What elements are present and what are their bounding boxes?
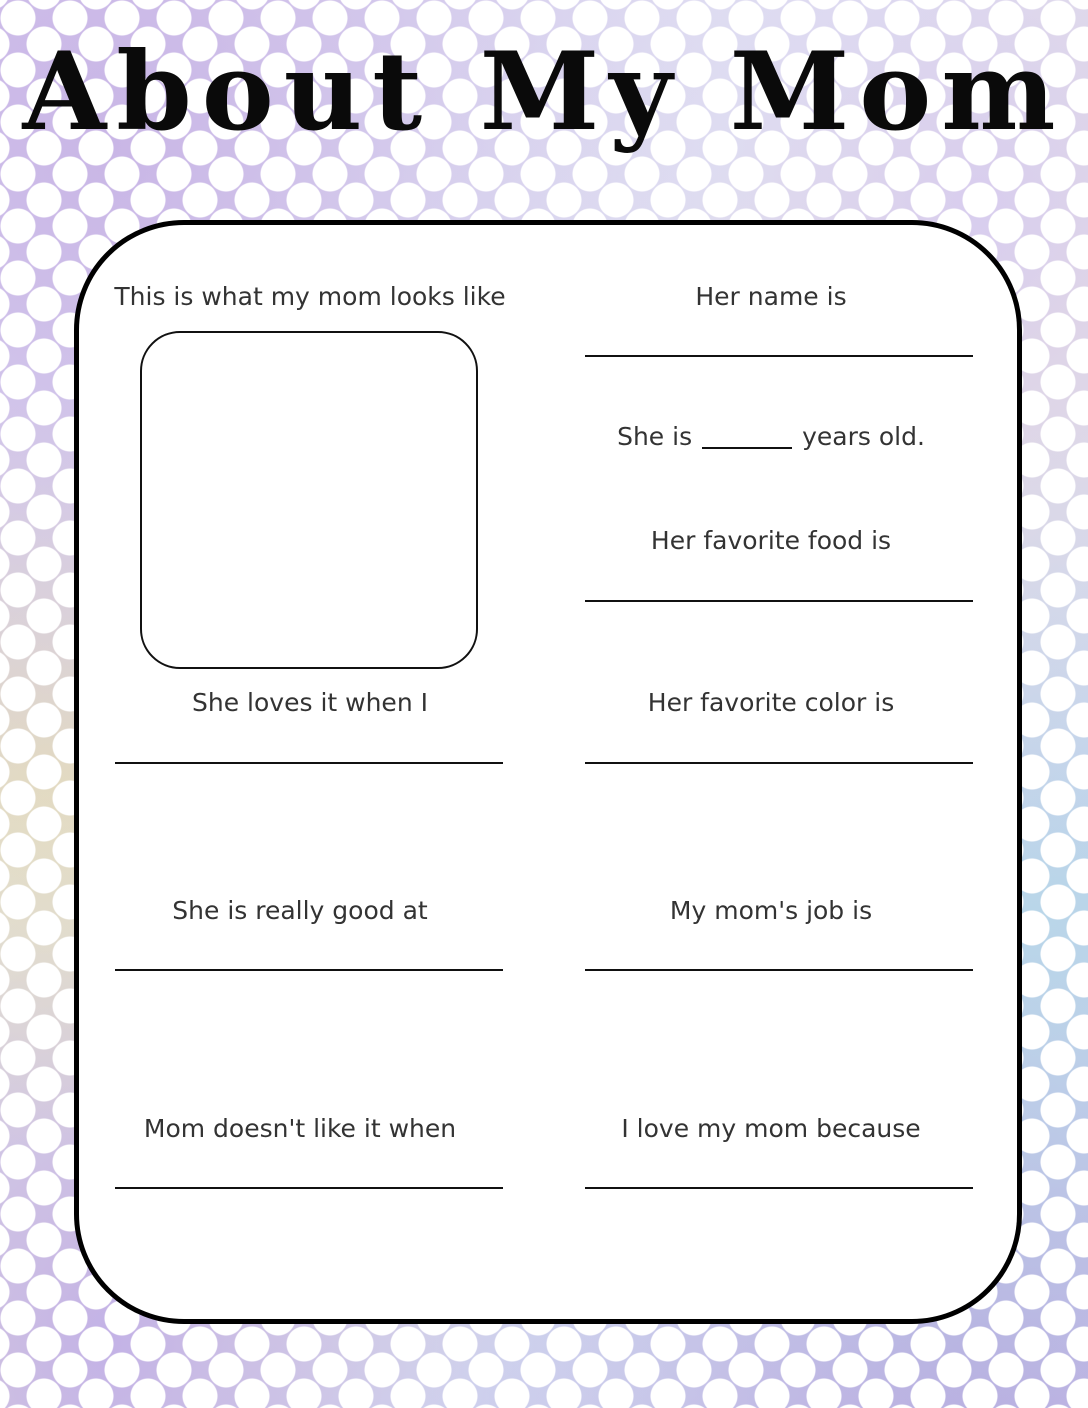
doesnt-like-label: Mom doesn't like it when <box>143 1114 457 1143</box>
job-answer-line[interactable] <box>585 969 973 971</box>
looks-like-label: This is what my mom looks like <box>114 282 506 311</box>
food-label: Her favorite food is <box>650 526 892 555</box>
age-after-text: years old. <box>802 422 925 451</box>
drawing-box[interactable] <box>140 331 478 669</box>
page-title: About My Mom <box>22 29 1066 155</box>
age-before-text: She is <box>617 422 693 451</box>
color-answer-line[interactable] <box>585 762 973 764</box>
loves-when-answer-line[interactable] <box>115 762 503 764</box>
good-at-answer-line[interactable] <box>115 969 503 971</box>
food-answer-line[interactable] <box>585 600 973 602</box>
color-label: Her favorite color is <box>647 688 895 717</box>
love-because-answer-line[interactable] <box>585 1187 973 1189</box>
doesnt-like-answer-line[interactable] <box>115 1187 503 1189</box>
name-answer-line[interactable] <box>585 355 973 357</box>
good-at-label: She is really good at <box>172 896 428 925</box>
loves-when-label: She loves it when I <box>192 688 428 717</box>
love-because-label: I love my mom because <box>621 1114 921 1143</box>
age-blank-line[interactable] <box>702 447 792 449</box>
name-label: Her name is <box>695 282 847 311</box>
age-sentence <box>580 422 962 451</box>
job-label: My mom's job is <box>669 896 873 925</box>
